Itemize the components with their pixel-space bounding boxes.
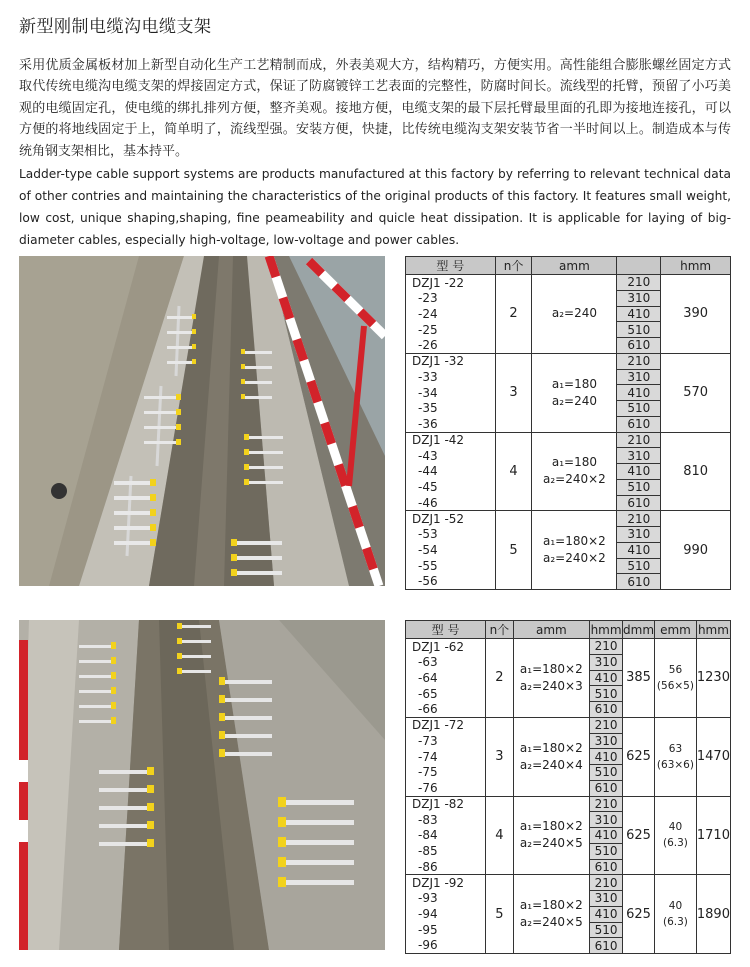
h-value: 210 bbox=[590, 796, 623, 812]
amm-value: a₁=180 a₂=240×2 bbox=[532, 432, 617, 511]
n-value: 4 bbox=[486, 796, 513, 875]
h-value: 510 bbox=[617, 558, 661, 574]
h-value: 310 bbox=[617, 527, 661, 543]
e-value: 56 (56×5) bbox=[655, 639, 697, 718]
header-model: 型 号 bbox=[406, 257, 496, 275]
model-cell: DZJ1 -62 bbox=[406, 639, 486, 655]
hmm-value: 390 bbox=[661, 275, 731, 354]
n-value: 2 bbox=[495, 275, 532, 354]
model-cell: -24 bbox=[406, 306, 496, 322]
h-value: 410 bbox=[617, 385, 661, 401]
model-cell: -35 bbox=[406, 401, 496, 417]
h-value: 310 bbox=[590, 891, 623, 907]
d-value: 625 bbox=[623, 796, 655, 875]
amm-value: a₁=180×2 a₂=240×5 bbox=[513, 875, 589, 954]
h-value: 410 bbox=[617, 542, 661, 558]
h-value: 410 bbox=[617, 464, 661, 480]
model-cell: -86 bbox=[406, 859, 486, 875]
h-value: 210 bbox=[617, 432, 661, 448]
model-cell: -85 bbox=[406, 843, 486, 859]
h-value: 510 bbox=[590, 686, 623, 702]
model-cell: -44 bbox=[406, 464, 496, 480]
h-value: 510 bbox=[590, 843, 623, 859]
model-cell: -33 bbox=[406, 369, 496, 385]
h-value: 610 bbox=[617, 416, 661, 432]
model-cell: -43 bbox=[406, 448, 496, 464]
h-value: 610 bbox=[590, 938, 623, 954]
h-value: 510 bbox=[590, 765, 623, 781]
hmm-value: 810 bbox=[661, 432, 731, 511]
hmm-value: 570 bbox=[661, 353, 731, 432]
header-emm: emm bbox=[655, 621, 697, 639]
header-h bbox=[617, 257, 661, 275]
model-cell: -26 bbox=[406, 338, 496, 354]
model-cell: DZJ1 -72 bbox=[406, 717, 486, 733]
h-value: 310 bbox=[617, 369, 661, 385]
header-dmm: dmm bbox=[623, 622, 655, 637]
h-value: 310 bbox=[617, 448, 661, 464]
h-value: 410 bbox=[590, 749, 623, 765]
h-value: 410 bbox=[617, 306, 661, 322]
model-cell: -76 bbox=[406, 780, 486, 796]
amm-value: a₁=180×2 a₂=240×4 bbox=[513, 717, 589, 796]
h-value: 210 bbox=[590, 717, 623, 733]
h-value: 310 bbox=[617, 290, 661, 306]
model-cell: -94 bbox=[406, 906, 486, 922]
h-value: 510 bbox=[617, 479, 661, 495]
hmm-value: 1890 bbox=[696, 875, 730, 954]
model-cell: -75 bbox=[406, 765, 486, 781]
model-cell: -84 bbox=[406, 828, 486, 844]
hmm-value: 1230 bbox=[696, 639, 730, 718]
model-cell: -66 bbox=[406, 702, 486, 718]
model-cell: -73 bbox=[406, 733, 486, 749]
h-value: 310 bbox=[590, 812, 623, 828]
model-cell: -54 bbox=[406, 542, 496, 558]
model-cell: DZJ1 -82 bbox=[406, 796, 486, 812]
model-cell: DZJ1 -22 bbox=[406, 275, 496, 291]
n-value: 3 bbox=[486, 717, 513, 796]
h-value: 210 bbox=[617, 275, 661, 291]
h-value: 610 bbox=[617, 338, 661, 354]
d-value: 385 bbox=[623, 639, 655, 718]
n-value: 4 bbox=[495, 432, 532, 511]
h-value: 410 bbox=[590, 906, 623, 922]
h-value: 310 bbox=[590, 733, 623, 749]
model-cell: -34 bbox=[406, 385, 496, 401]
header-hmm: hmm bbox=[661, 257, 731, 275]
model-cell: -83 bbox=[406, 812, 486, 828]
intro-chinese: 采用优质金属板材加上新型自动化生产工艺精制而成，外表美观大方，结构精巧，方便实用。高性能组合膨胀螺丝固定方式取代传统电缆沟电缆支架的焊接固定方式，保证了防腐镀锌工艺表面的完整性，防腐时间长。流线型的托臂，预留了小巧美观的电缆固定孔，使电缆的绑扎排列方便，整齐美观。接地方便，电缆支架的最下层托臂最里面的孔即为接地连接孔，可以方便的将地线固定于上，简单明了，流线型强。安装方便，快捷，比传统电缆沟支架安装节省一半时间以上。制造成本与传统角钢支架相比，基本持平。 bbox=[19, 58, 731, 159]
model-cell: -95 bbox=[406, 922, 486, 938]
model-cell: -55 bbox=[406, 558, 496, 574]
e-value: 63 (63×6) bbox=[655, 717, 697, 796]
h-value: 310 bbox=[590, 654, 623, 670]
h-value: 410 bbox=[590, 828, 623, 844]
h-value: 510 bbox=[617, 401, 661, 417]
header-n: n个 bbox=[486, 621, 513, 639]
h-value: 210 bbox=[617, 511, 661, 527]
hmm-value: 1710 bbox=[696, 796, 730, 875]
model-cell: -36 bbox=[406, 416, 496, 432]
n-value: 5 bbox=[486, 875, 513, 954]
model-cell: DZJ1 -42 bbox=[406, 432, 496, 448]
h-value: 610 bbox=[590, 780, 623, 796]
amm-value: a₂=240 bbox=[532, 275, 617, 354]
d-value: 625 bbox=[623, 875, 655, 954]
h-value: 210 bbox=[590, 639, 623, 655]
amm-value: a₁=180×2 a₂=240×3 bbox=[513, 639, 589, 718]
model-cell: DZJ1 -32 bbox=[406, 353, 496, 369]
model-cell: -74 bbox=[406, 749, 486, 765]
model-cell: DZJ1 -92 bbox=[406, 875, 486, 891]
hmm-value: 990 bbox=[661, 511, 731, 590]
spec-table-1 bbox=[405, 256, 731, 590]
model-cell: -23 bbox=[406, 290, 496, 306]
model-cell: -64 bbox=[406, 670, 486, 686]
model-cell: -96 bbox=[406, 938, 486, 954]
amm-value: a₁=180 a₂=240 bbox=[532, 353, 617, 432]
amm-value: a₁=180×2 a₂=240×5 bbox=[513, 796, 589, 875]
model-cell: -63 bbox=[406, 654, 486, 670]
model-cell: -93 bbox=[406, 891, 486, 907]
header-amm: amm bbox=[532, 257, 617, 275]
intro-english: Ladder-type cable support systems are products manufactured at this factory by referring to relevant technical data of other contries and maintaining the characteristics of the original products of this factory. It features small weight, low cost, unique shaping,shaping, fine peameability and quicle heat dissipation. It is applicable for laying of big-diameter cables, especially high-voltage, low-voltage and power cables. bbox=[19, 167, 731, 247]
h-value: 210 bbox=[590, 875, 623, 891]
amm-value: a₁=180×2 a₂=240×2 bbox=[532, 511, 617, 590]
model-cell: -65 bbox=[406, 686, 486, 702]
e-value: 40 (6.3) bbox=[655, 796, 697, 875]
n-value: 3 bbox=[495, 353, 532, 432]
model-cell: DZJ1 -52 bbox=[406, 511, 496, 527]
cable-trench-photo-1 bbox=[19, 256, 385, 586]
d-value: 625 bbox=[623, 717, 655, 796]
model-cell: -56 bbox=[406, 574, 496, 590]
spec-table-2 bbox=[405, 620, 731, 954]
n-value: 2 bbox=[486, 639, 513, 718]
header-model: 型 号 bbox=[406, 621, 486, 639]
h-value: 210 bbox=[617, 353, 661, 369]
n-value: 5 bbox=[495, 511, 532, 590]
model-cell: -45 bbox=[406, 479, 496, 495]
model-cell: -53 bbox=[406, 527, 496, 543]
model-cell: -25 bbox=[406, 322, 496, 338]
h-value: 610 bbox=[590, 859, 623, 875]
h-value: 510 bbox=[617, 322, 661, 338]
h-value: 610 bbox=[617, 574, 661, 590]
header-n: n个 bbox=[495, 257, 532, 275]
h-value: 610 bbox=[617, 495, 661, 511]
hmm-value: 1470 bbox=[696, 717, 730, 796]
cable-trench-photo-2 bbox=[19, 620, 385, 950]
h-value: 410 bbox=[590, 670, 623, 686]
header-hmm: hmm bbox=[697, 622, 729, 637]
page-title: 新型刚制电缆沟电缆支架 bbox=[19, 17, 212, 37]
h-value: 510 bbox=[590, 922, 623, 938]
e-value: 40 (6.3) bbox=[655, 875, 697, 954]
model-cell: -46 bbox=[406, 495, 496, 511]
header-amm: amm bbox=[513, 621, 589, 639]
header-h: hmm bbox=[590, 622, 622, 637]
h-value: 610 bbox=[590, 702, 623, 718]
